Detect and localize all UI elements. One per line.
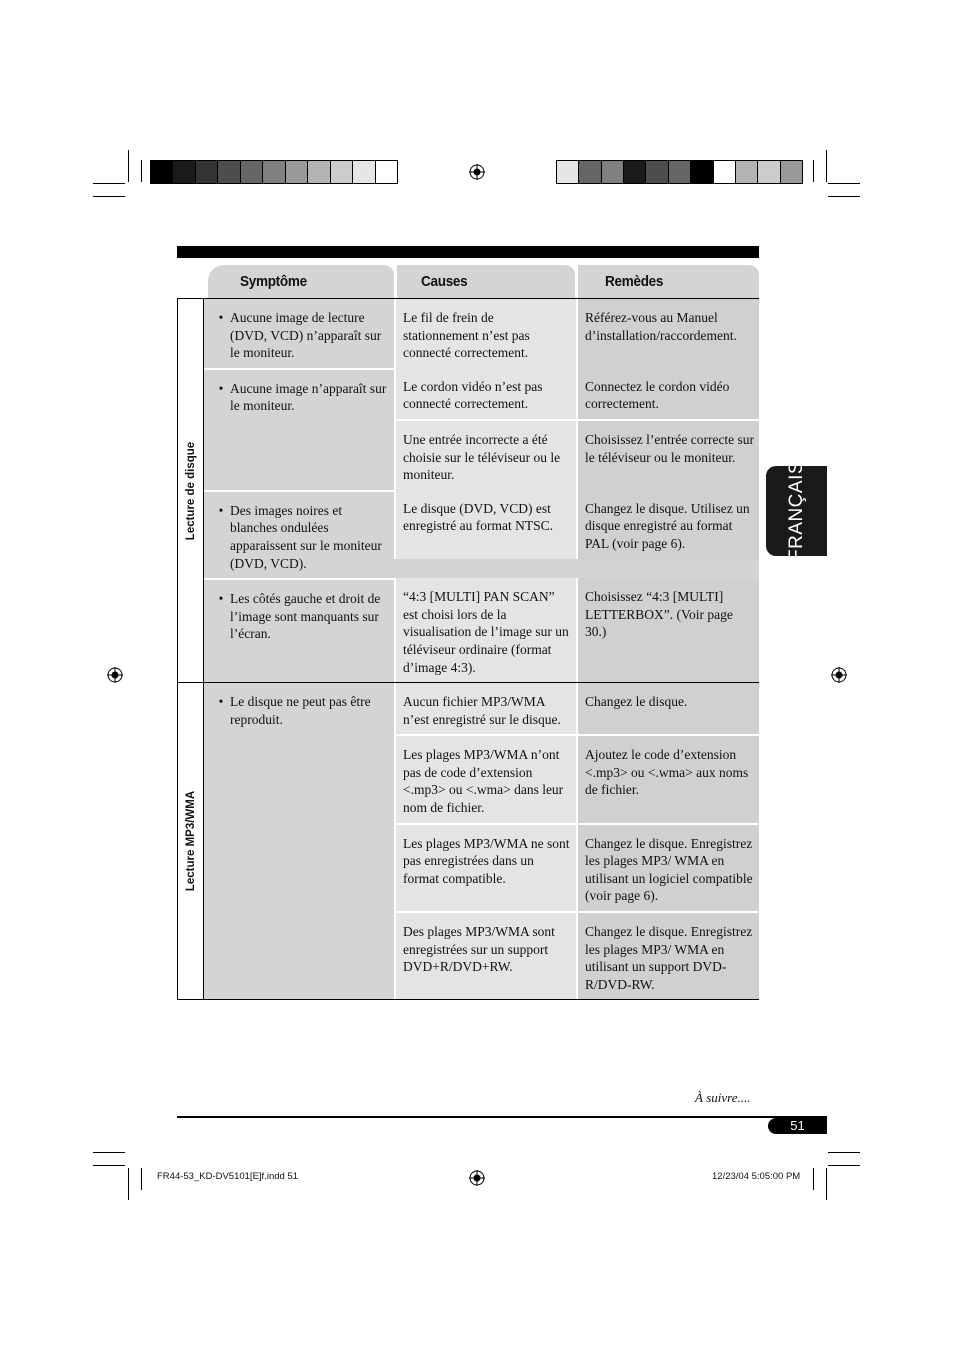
symptom-text: Les côtés gauche et droit de l’image sont manquants sur l’écran.: [230, 591, 381, 642]
language-tab: [766, 460, 827, 562]
color-swatch: [714, 161, 736, 183]
cause-cell: Une entrée incorrecte a été choisie sur le téléviseur ou le moniteur.: [394, 419, 576, 490]
crop-mark: [128, 1168, 129, 1200]
color-swatch: [286, 161, 308, 183]
crop-mark: [828, 196, 860, 197]
crop-mark: [93, 1165, 125, 1166]
section-label: Lecture de disque: [184, 441, 197, 540]
table-section: [177, 683, 759, 1000]
bullet-icon: •: [218, 502, 224, 518]
crop-mark: [93, 196, 125, 197]
remedy-cell: Changez le disque. Enregistrez les plages MP3/ WMA en utilisant un support DVD-R/DVD-RW.: [576, 911, 759, 999]
color-swatch: [241, 161, 263, 183]
slug-file: FR44-53_KD-DV5101[E]f.indd 51: [157, 1171, 298, 1182]
remedy-cell: Changez le disque. Utilisez un disque enregistré au format PAL (voir page 6).: [576, 490, 759, 559]
cause-remedy-row: [394, 578, 759, 682]
registration-mark-icon: [107, 667, 123, 683]
bullet-icon: •: [218, 310, 224, 325]
column-header-remedies: Remèdes: [578, 265, 759, 298]
remedy-cell: Ajoutez le code d’extension <.mp3> ou <.wma> aux noms de fichier.: [576, 734, 759, 822]
remedy-cell: Changez le disque. Enregistrez les plages MP3/ WMA en utilisant un logiciel compatible (voir page 6).: [576, 823, 759, 911]
crop-mark: [828, 1152, 860, 1153]
crop-mark: [128, 150, 129, 182]
cause-cell: Aucun fichier MP3/WMA n’est enregistré sur le disque.: [394, 683, 576, 734]
bullet-icon: •: [218, 380, 224, 396]
cause-remedy-row: [394, 368, 759, 419]
symptom-cell: [204, 578, 394, 682]
color-swatch: [624, 161, 646, 183]
symptom-text: Aucune image de lecture (DVD, VCD) n’apparaît sur le moniteur.: [230, 310, 382, 361]
cause-remedy-row: [394, 419, 759, 490]
troubleshooting-table: [177, 298, 759, 1000]
page-number: 51: [768, 1118, 827, 1134]
footer-rule: [177, 1116, 827, 1118]
bullet-icon: •: [218, 591, 224, 607]
crop-mark: [828, 1165, 860, 1166]
symptom-cell: [204, 490, 394, 578]
color-swatch: [173, 161, 195, 183]
cause-cell: Le disque (DVD, VCD) est enregistré au format NTSC.: [394, 490, 576, 559]
cause-remedy-row: [394, 299, 759, 368]
continued-note: À suivre....: [695, 1090, 751, 1105]
section-body: [204, 299, 759, 682]
cause-remedy-row: [394, 490, 759, 559]
cause-remedy-row: [394, 734, 759, 822]
section-side-label: [177, 299, 204, 682]
crop-mark: [93, 183, 125, 184]
table-row: [204, 368, 759, 490]
header-rule: [177, 246, 759, 258]
color-swatch: [646, 161, 668, 183]
color-bar-right: [556, 160, 803, 184]
cause-cell: “4:3 [MULTI] PAN SCAN” est choisi lors de la visualisation de l’image sur un téléviseur ordinaire (format d’image 4:3).: [394, 578, 576, 682]
color-swatch: [331, 161, 353, 183]
crop-mark: [813, 160, 814, 182]
remedy-cell: Choisissez “4:3 [MULTI] LETTERBOX”. (Voir page 30.): [576, 578, 759, 682]
section-label: Lecture MP3/WMA: [184, 791, 197, 892]
color-swatch: [308, 161, 330, 183]
cause-remedy-row: [394, 911, 759, 999]
color-swatch: [602, 161, 624, 183]
crop-mark: [828, 183, 860, 184]
cause-remedy-row: [394, 683, 759, 734]
crop-mark: [826, 150, 827, 182]
color-swatch: [196, 161, 218, 183]
section-body: [204, 683, 759, 999]
symptom-text: Aucune image n’apparaît sur le moniteur.: [230, 380, 387, 414]
table-row: [204, 578, 759, 682]
symptom-cell: [204, 368, 394, 490]
color-swatch: [376, 161, 397, 183]
remedy-cell: Référez-vous au Manuel d’installation/raccordement.: [576, 299, 759, 368]
registration-mark-icon: [469, 1170, 485, 1186]
color-swatch: [758, 161, 780, 183]
color-swatch: [669, 161, 691, 183]
remedy-cell: Connectez le cordon vidéo correctement.: [576, 368, 759, 419]
color-swatch: [263, 161, 285, 183]
table-row: [204, 299, 759, 368]
cause-cell: Des plages MP3/WMA sont enregistrées sur un support DVD+R/DVD+RW.: [394, 911, 576, 999]
color-swatch: [579, 161, 601, 183]
bullet-icon: •: [218, 694, 224, 710]
crop-mark: [813, 1168, 814, 1190]
color-swatch: [218, 161, 240, 183]
color-swatch: [353, 161, 375, 183]
symptom-text: Le disque ne peut pas être reproduit.: [230, 694, 371, 727]
language-tab-label: FRANÇAIS: [785, 460, 807, 562]
remedy-cell: Choisissez l’entrée correcte sur le téléviseur ou le moniteur.: [576, 419, 759, 490]
color-swatch: [781, 161, 802, 183]
column-header-causes: Causes: [397, 265, 575, 298]
color-swatch: [151, 161, 173, 183]
cause-remedy-row: [394, 823, 759, 911]
cause-cell: Le cordon vidéo n’est pas connecté correctement.: [394, 368, 576, 419]
crop-mark: [141, 160, 142, 182]
symptom-cell: [204, 299, 394, 368]
symptom-cell: [204, 683, 394, 999]
color-swatch: [736, 161, 758, 183]
table-row: [204, 490, 759, 578]
symptom-text: Des images noires et blanches ondulées apparaissent sur le moniteur (DVD, VCD).: [230, 502, 382, 571]
crop-mark: [93, 1152, 125, 1153]
color-swatch: [557, 161, 579, 183]
crop-mark: [141, 1168, 142, 1190]
column-header-symptom: Symptôme: [208, 265, 394, 298]
color-bar-left: [150, 160, 398, 184]
registration-mark-icon: [831, 667, 847, 683]
color-swatch: [691, 161, 713, 183]
crop-mark: [826, 1168, 827, 1200]
table-section: [177, 299, 759, 683]
registration-mark-icon: [469, 164, 485, 180]
table-row: [204, 683, 759, 999]
section-side-label: [177, 683, 204, 999]
slug-date: 12/23/04 5:05:00 PM: [712, 1171, 801, 1182]
remedy-cell: Changez le disque.: [576, 683, 759, 734]
cause-cell: Le fil de frein de stationnement n’est pas connecté correctement.: [394, 299, 576, 368]
cause-cell: Les plages MP3/WMA ne sont pas enregistrées dans un format compatible.: [394, 823, 576, 911]
cause-cell: Les plages MP3/WMA n’ont pas de code d’extension <.mp3> ou <.wma> dans leur nom de fichier.: [394, 734, 576, 822]
